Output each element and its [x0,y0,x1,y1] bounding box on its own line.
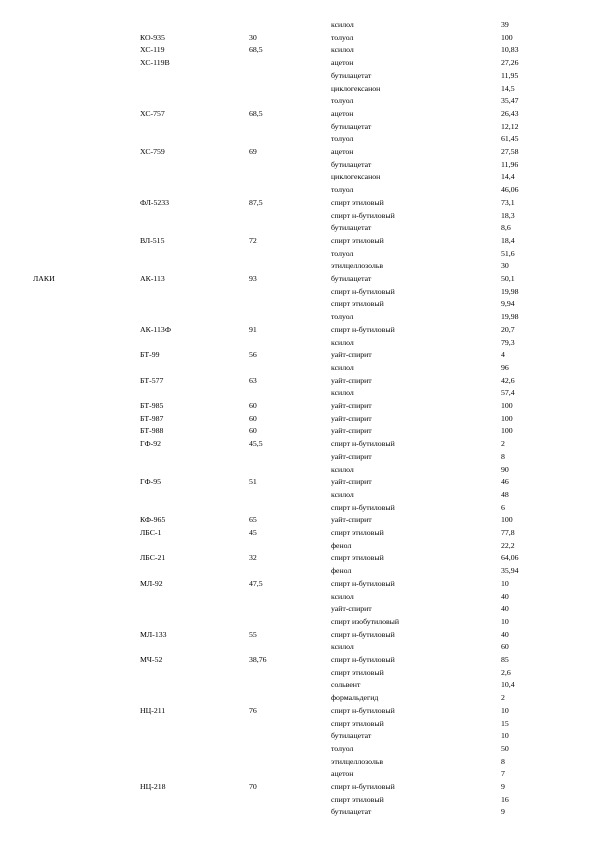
table-row [0,146,595,159]
percent-cell: 100 [501,413,513,423]
category-cell: ЛАКИ [33,274,55,283]
solvent-cell: ксилол [331,388,354,398]
brand-cell: БТ-987 [140,413,164,423]
table-row [0,514,595,527]
brand-cell: ГФ-95 [140,477,162,487]
solvent-cell: спирт н-бутиловый [331,210,395,220]
solvent-cell: бутилацетат [331,223,372,233]
solvent-cell: циклогексанон [331,172,381,182]
solvent-cell: бутилацетат [331,807,372,817]
dry-residue-cell: 51 [249,477,257,487]
table-row [0,641,595,654]
solvent-cell: толуол [331,96,354,106]
table-row [0,438,595,451]
percent-cell: 35,47 [501,96,519,106]
percent-cell: 9 [501,807,505,817]
dry-residue-cell: 60 [249,413,257,423]
percent-cell: 30 [501,261,509,271]
solvent-cell: ксилол [331,45,354,55]
solvent-cell: уайт-спирит [331,375,372,385]
dry-residue-cell: 55 [249,629,257,639]
table-row [0,578,595,591]
table-row [0,235,595,248]
table-row [0,108,595,121]
dry-residue-cell: 72 [249,235,257,245]
percent-cell: 10 [501,705,509,715]
table-row [0,171,595,184]
solvent-cell: спирт этиловый [331,667,384,677]
brand-cell: КФ-965 [140,515,166,525]
dry-residue-cell: 32 [249,553,257,563]
brand-cell: ХС-757 [140,108,165,118]
table-row [0,222,595,235]
table-row [0,273,595,286]
table-row [0,95,595,108]
brand-cell: ГФ-92 [140,439,162,449]
percent-cell: 8,6 [501,223,511,233]
solvent-cell: спирт н-бутиловый [331,705,395,715]
solvent-cell: уайт-спирит [331,604,372,614]
table-row [0,540,595,553]
solvent-cell: спирт этиловый [331,197,384,207]
table-row [0,654,595,667]
dry-residue-cell: 30 [249,32,257,42]
percent-cell: 35,94 [501,566,519,576]
table-row [0,248,595,261]
solvent-cell: толуол [331,743,354,753]
percent-cell: 11,95 [501,70,519,80]
percent-cell: 27,58 [501,147,519,156]
solvent-cell: уайт-спирит [331,413,372,423]
solvent-cell: ацетон [331,108,354,118]
dry-residue-cell: 70 [249,782,257,791]
table-row [0,718,595,731]
dry-residue-cell: 69 [249,147,257,156]
table-row [0,451,595,464]
dry-residue-cell: 45,5 [249,439,263,449]
table-row [0,121,595,134]
solvent-cell: уайт-спирит [331,515,372,525]
table-row [0,527,595,540]
solvent-cell: ацетон [331,769,354,779]
percent-cell: 39 [501,20,509,29]
solvent-cell: ксилол [331,464,354,474]
solvent-cell: ацетон [331,58,354,68]
table-row [0,210,595,223]
table-row [0,794,595,807]
percent-cell: 16 [501,794,509,804]
table-row [0,159,595,172]
percent-cell: 18,4 [501,235,515,245]
brand-cell: НЦ-218 [140,782,166,791]
solvent-cell: спирт н-бутиловый [331,439,395,449]
percent-cell: 4 [501,350,505,360]
percent-cell: 100 [501,32,513,42]
percent-cell: 90 [501,464,509,474]
percent-cell: 40 [501,629,509,639]
solvent-cell: спирт н-бутиловый [331,324,395,334]
brand-cell: ЛБС-1 [140,528,162,537]
dry-residue-cell: 60 [249,401,257,410]
percent-cell: 8 [501,756,505,766]
percent-cell: 14,5 [501,83,515,93]
table-row [0,311,595,324]
solvent-cell: спирт этиловый [331,235,384,245]
table-row [0,286,595,299]
percent-cell: 10 [501,731,509,741]
percent-cell: 2 [501,439,505,449]
percent-cell: 100 [501,401,513,410]
percent-cell: 96 [501,362,509,372]
dry-residue-cell: 47,5 [249,578,263,588]
solvent-cell: спирт этиловый [331,718,384,728]
brand-cell: ХС-759 [140,147,165,156]
solvent-cell: ксилол [331,642,354,652]
table-row [0,400,595,413]
solvent-cell: уайт-спирит [331,426,372,436]
percent-cell: 10 [501,578,509,588]
solvent-cell: спирт этиловый [331,794,384,804]
percent-cell: 40 [501,604,509,614]
brand-cell: БТ-577 [140,375,164,385]
dry-residue-cell: 87,5 [249,197,263,207]
table-row [0,425,595,438]
brand-cell: АК-113 [140,274,165,283]
table-row [0,184,595,197]
brand-cell: НЦ-211 [140,705,166,715]
table-row [0,781,595,794]
table-row [0,591,595,604]
solvent-cell: бутилацетат [331,121,372,131]
percent-cell: 77,8 [501,528,515,537]
table-row [0,362,595,375]
percent-cell: 100 [501,515,513,525]
percent-cell: 15 [501,718,509,728]
percent-cell: 50 [501,743,509,753]
percent-cell: 100 [501,426,513,436]
table-row [0,44,595,57]
table-row [0,667,595,680]
percent-cell: 73,1 [501,197,515,207]
table-row [0,552,595,565]
percent-cell: 8 [501,451,505,461]
brand-cell: МЛ-92 [140,578,163,588]
percent-cell: 12,12 [501,121,519,131]
brand-cell: ХС-119В [140,58,170,68]
table-row [0,32,595,45]
brand-cell: БТ-99 [140,350,160,360]
table-row [0,337,595,350]
solvent-cell: спирт н-бутиловый [331,629,395,639]
solvent-cell: спирт изобутиловый [331,616,400,626]
table-row [0,768,595,781]
percent-cell: 27,26 [501,58,519,68]
percent-cell: 7 [501,769,505,779]
percent-cell: 60 [501,642,509,652]
brand-cell: ВЛ-515 [140,235,165,245]
percent-cell: 48 [501,489,509,499]
brand-cell: АК-113Ф [140,324,171,334]
brand-cell: ЛБС-21 [140,553,166,563]
table-row [0,476,595,489]
table-row [0,464,595,477]
percent-cell: 2 [501,693,505,703]
solvent-cell: сольвент [331,680,361,690]
percent-cell: 46,06 [501,185,519,195]
table-row [0,756,595,769]
percent-cell: 50,1 [501,274,515,283]
table-row [0,629,595,642]
brand-cell: МЧ-52 [140,655,163,664]
solvent-cell: ксилол [331,591,354,601]
solvent-cell: формальдегид [331,693,379,703]
table-row [0,616,595,629]
table-row [0,705,595,718]
percent-cell: 20,7 [501,324,515,334]
table-row [0,565,595,578]
solvent-cell: фенол [331,566,352,576]
table-row [0,692,595,705]
solvent-cell: этилцеллозольв [331,756,384,766]
solvent-cell: бутилацетат [331,159,372,169]
solvent-cell: ксилол [331,362,354,372]
table-row [0,57,595,70]
solvent-cell: толуол [331,248,354,258]
table-row [0,349,595,362]
dry-residue-cell: 60 [249,426,257,436]
percent-cell: 18,3 [501,210,515,220]
solvent-cell: ксилол [331,20,354,29]
percent-cell: 6 [501,502,505,512]
dry-residue-cell: 76 [249,705,257,715]
table-row [0,324,595,337]
table-row [0,489,595,502]
brand-cell: БТ-988 [140,426,164,436]
dry-residue-cell: 38,76 [249,655,267,664]
percent-cell: 40 [501,591,509,601]
solvent-cell: фенол [331,540,352,550]
solvent-cell: бутилацетат [331,731,372,741]
brand-cell: КО-935 [140,32,165,42]
percent-cell: 46 [501,477,509,487]
percent-cell: 42,6 [501,375,515,385]
solvent-cell: спирт н-бутиловый [331,286,395,296]
percent-cell: 10,4 [501,680,515,690]
solvent-cell: толуол [331,134,354,144]
percent-cell: 51,6 [501,248,515,258]
solvent-cell: толуол [331,32,354,42]
table-row [0,679,595,692]
table-row [0,19,595,32]
solvent-cell: уайт-спирит [331,401,372,410]
table-row [0,298,595,311]
solvent-cell: циклогексанон [331,83,381,93]
solvent-cell: ксилол [331,489,354,499]
dry-residue-cell: 68,5 [249,108,263,118]
table-row [0,413,595,426]
percent-cell: 9,94 [501,299,515,309]
percent-cell: 9 [501,782,505,791]
solvent-cell: спирт н-бутиловый [331,578,395,588]
solvent-cell: этилцеллозольв [331,261,384,271]
dry-residue-cell: 91 [249,324,257,334]
dry-residue-cell: 45 [249,528,257,537]
table-row [0,197,595,210]
solvent-cell: спирт н-бутиловый [331,782,395,791]
percent-cell: 10 [501,616,509,626]
solvent-cell: спирт этиловый [331,299,384,309]
solvent-cell: толуол [331,185,354,195]
percent-cell: 14,4 [501,172,515,182]
percent-cell: 79,3 [501,337,515,347]
percent-cell: 64,06 [501,553,519,563]
percent-cell: 19,98 [501,286,519,296]
table-row [0,375,595,388]
table-row [0,806,595,819]
brand-cell: ФЛ-5233 [140,197,170,207]
solvent-cell: бутилацетат [331,274,372,283]
solvent-cell: спирт этиловый [331,528,384,537]
solvent-cell: ксилол [331,337,354,347]
solvent-cell: спирт этиловый [331,553,384,563]
solvent-cell: ацетон [331,147,354,156]
dry-residue-cell: 68,5 [249,45,263,55]
table-row [0,743,595,756]
percent-cell: 22,2 [501,540,515,550]
table-row [0,603,595,616]
solvent-cell: спирт н-бутиловый [331,655,395,664]
brand-cell: ХС-119 [140,45,165,55]
solvent-cell: уайт-спирит [331,477,372,487]
solvent-cell: толуол [331,312,354,322]
table-row [0,260,595,273]
solvent-cell: уайт-спирит [331,350,372,360]
percent-cell: 11,96 [501,159,519,169]
dry-residue-cell: 93 [249,274,257,283]
table-row [0,70,595,83]
percent-cell: 19,98 [501,312,519,322]
table-row [0,387,595,400]
solvent-cell: спирт н-бутиловый [331,502,395,512]
percent-cell: 61,45 [501,134,519,144]
percent-cell: 2,6 [501,667,511,677]
dry-residue-cell: 63 [249,375,257,385]
dry-residue-cell: 65 [249,515,257,525]
brand-cell: МЛ-133 [140,629,167,639]
percent-cell: 85 [501,655,509,664]
solvent-cell: уайт-спирит [331,451,372,461]
brand-cell: БТ-985 [140,401,164,410]
percent-cell: 57,4 [501,388,515,398]
table-row [0,133,595,146]
dry-residue-cell: 56 [249,350,257,360]
table-row [0,502,595,515]
table-row [0,83,595,96]
solvent-cell: бутилацетат [331,70,372,80]
percent-cell: 26,43 [501,108,519,118]
table-row [0,730,595,743]
percent-cell: 10,83 [501,45,519,55]
